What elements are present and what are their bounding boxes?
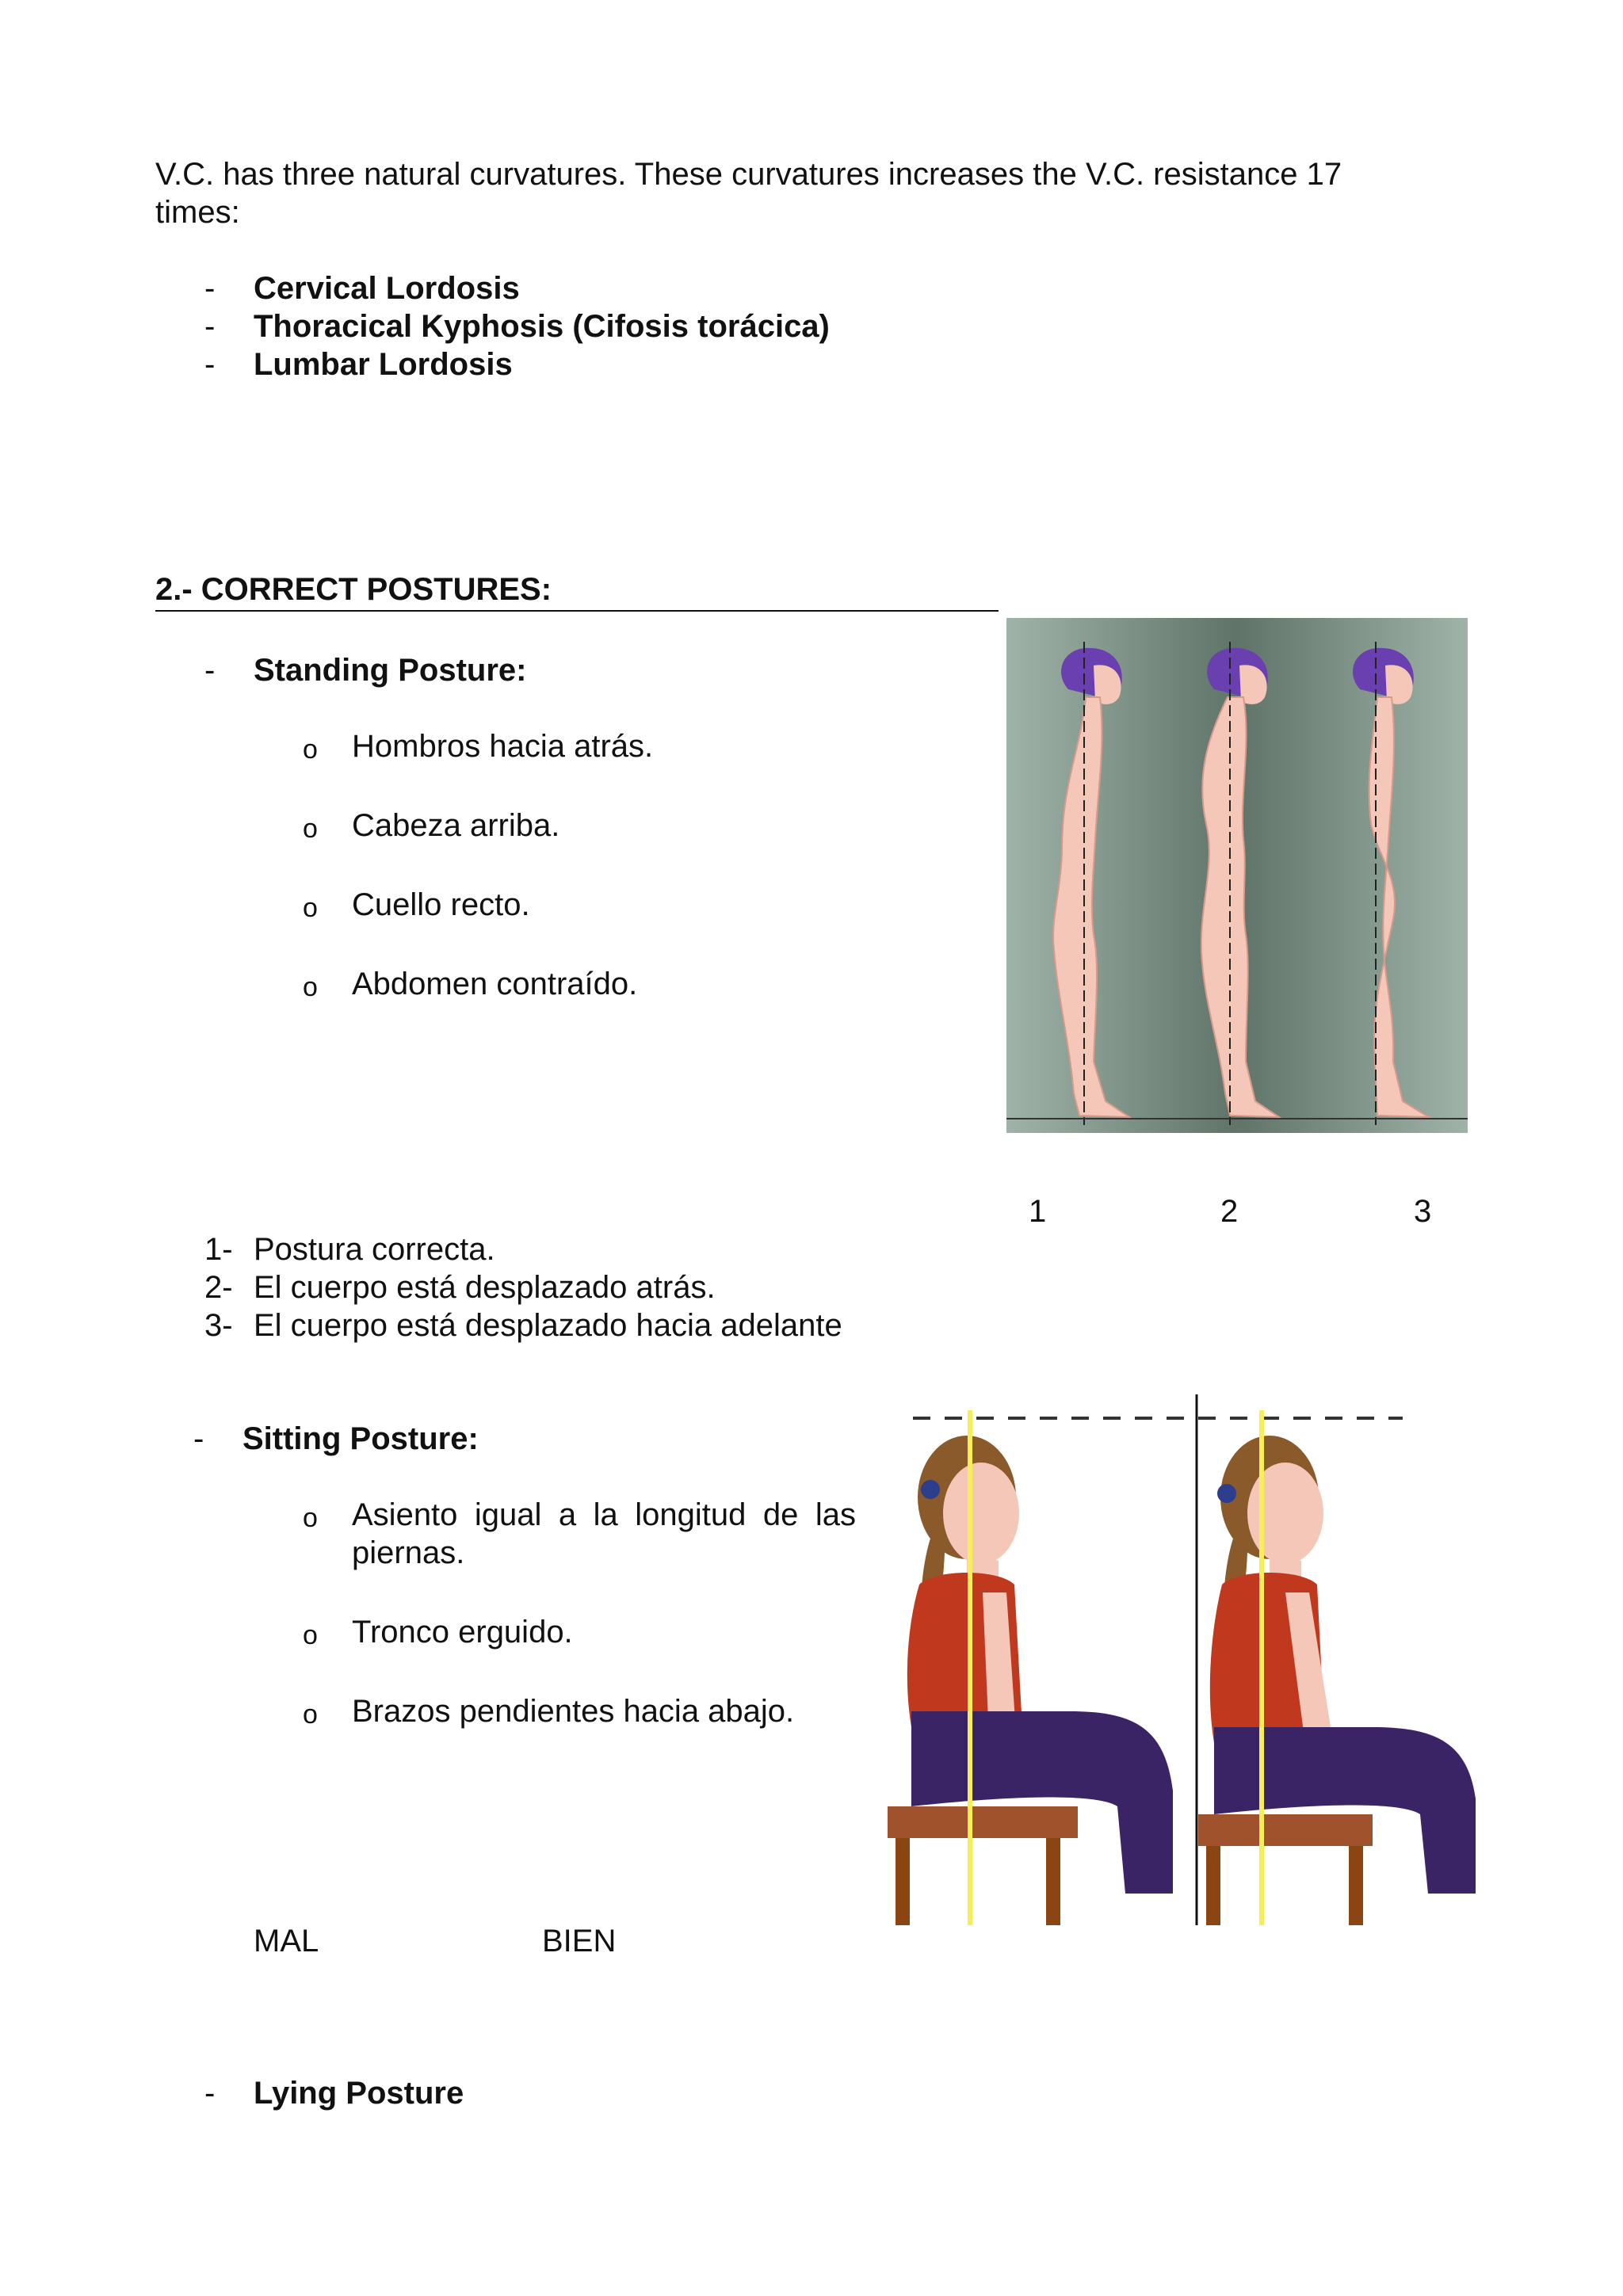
section-heading (155, 570, 999, 612)
numbered-marker: 2- (204, 1270, 233, 1305)
list-dash: - (204, 309, 216, 344)
sitting-bullet-1-line-2: piernas. (352, 1535, 465, 1570)
standing-bullet-1: Hombros hacia atrás. (352, 729, 654, 764)
list-dash: - (204, 347, 216, 382)
figure-label-1: 1 (1029, 1194, 1047, 1229)
bullet-circle: o (303, 893, 318, 923)
list-dash: - (193, 1421, 204, 1456)
standing-bullet-2: Cabeza arriba. (352, 808, 560, 843)
section-heading-text: 2.- CORRECT POSTURES: (155, 572, 552, 607)
sitting-figure-bad (888, 1410, 1173, 1925)
intro-line-2: times: (155, 195, 240, 230)
bullet-circle: o (303, 1620, 318, 1650)
sitting-bullet-1 (352, 1496, 856, 1572)
figure-label-2: 2 (1220, 1194, 1239, 1229)
standing-bullet-3: Cuello recto. (352, 887, 530, 922)
sitting-posture-title: Sitting Posture: (242, 1421, 479, 1456)
standing-bullet-4: Abdomen contraído. (352, 967, 638, 1001)
sitting-bullet-2: Tronco erguido. (352, 1615, 573, 1650)
sitting-posture-figure (888, 1394, 1490, 1933)
figure-label-3: 3 (1414, 1194, 1432, 1229)
list-dash: - (204, 271, 216, 306)
numbered-item-1: Postura correcta. (254, 1232, 495, 1267)
curvature-item-cervical: Cervical Lordosis (254, 271, 520, 306)
numbered-marker: 3- (204, 1308, 233, 1343)
bullet-circle: o (303, 734, 318, 765)
curvature-item-thoracic: Thoracical Kyphosis (Cifosis torácica) (254, 309, 830, 344)
numbered-item-3: El cuerpo está desplazado hacia adelante (254, 1308, 842, 1343)
label-bad: MAL (254, 1924, 319, 1958)
intro-paragraph (155, 155, 1423, 231)
list-dash: - (204, 2076, 216, 2111)
bullet-circle: o (303, 1503, 318, 1533)
numbered-marker: 1- (204, 1232, 233, 1267)
bullet-circle: o (303, 814, 318, 844)
bullet-circle: o (303, 972, 318, 1002)
numbered-item-2: El cuerpo está desplazado atrás. (254, 1270, 716, 1305)
label-good: BIEN (542, 1924, 617, 1958)
sitting-figure-good (1198, 1410, 1476, 1925)
intro-line-1: V.C. has three natural curvatures. These curvatures increases the V.C. resistance 17 (155, 157, 1342, 192)
standing-posture-figure (1006, 618, 1468, 1133)
lying-posture-title: Lying Posture (254, 2076, 464, 2111)
sitting-bullet-1-line-1: Asiento igual a la longitud de las (352, 1497, 856, 1532)
sitting-bullet-3: Brazos pendientes hacia abajo. (352, 1694, 795, 1729)
bullet-circle: o (303, 1699, 318, 1730)
list-dash: - (204, 653, 216, 688)
standing-posture-title: Standing Posture: (254, 653, 527, 688)
curvature-item-lumbar: Lumbar Lordosis (254, 347, 513, 382)
